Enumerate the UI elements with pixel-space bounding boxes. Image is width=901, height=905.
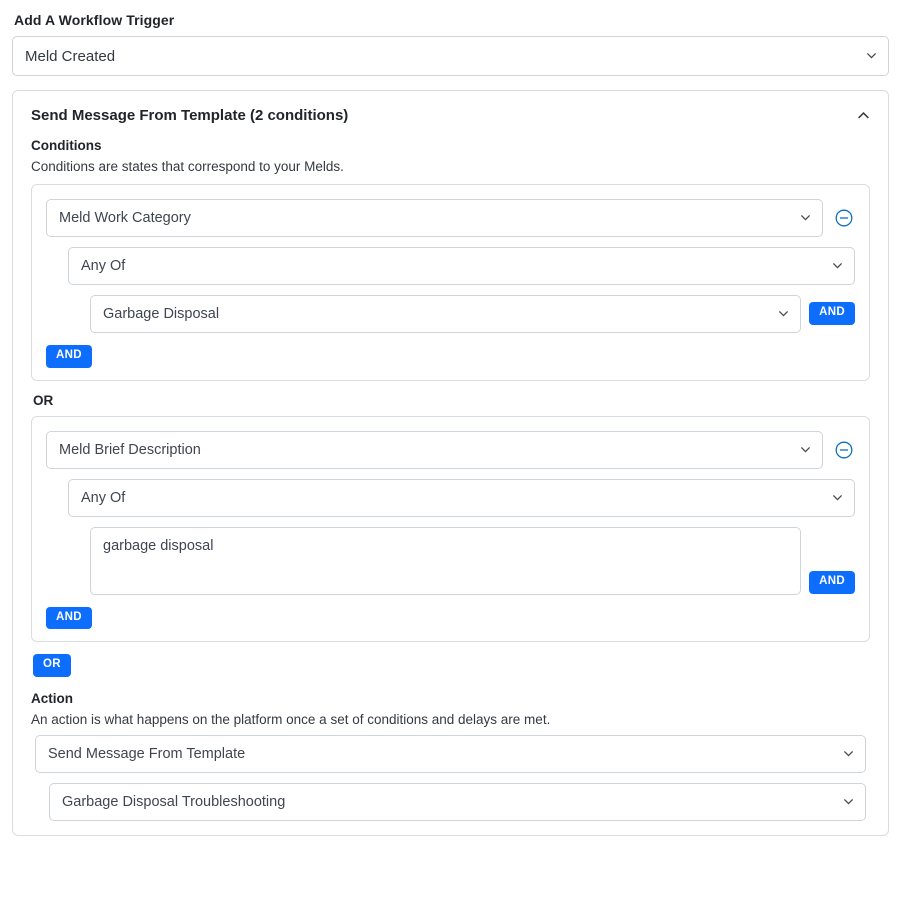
condition-field-select[interactable]	[46, 199, 823, 237]
condition-operator-value: Any Of	[81, 258, 126, 274]
workflow-action-card	[12, 90, 889, 836]
remove-circle-icon[interactable]	[833, 439, 855, 461]
chevron-down-icon	[832, 260, 843, 271]
chevron-down-icon	[866, 50, 877, 61]
condition-value-textarea[interactable]	[90, 527, 801, 595]
workflow-trigger-value: Meld Created	[25, 47, 116, 65]
chevron-down-icon	[800, 444, 811, 455]
add-and-condition-button[interactable]: AND	[46, 345, 92, 368]
chevron-up-icon[interactable]	[857, 109, 870, 122]
workflow-trigger-select[interactable]	[12, 36, 889, 76]
condition-value-text: Garbage Disposal	[103, 306, 220, 322]
condition-and-row	[46, 345, 855, 368]
condition-value-select[interactable]	[90, 295, 801, 333]
condition-group	[31, 416, 870, 643]
chevron-down-icon	[778, 308, 789, 319]
condition-field-select[interactable]	[46, 431, 823, 469]
or-separator-label: OR	[33, 392, 54, 408]
chevron-down-icon	[843, 796, 854, 807]
chevron-down-icon	[832, 492, 843, 503]
action-label: Action	[31, 690, 73, 706]
condition-operator-row	[68, 479, 855, 517]
add-or-condition-button[interactable]: OR	[33, 654, 71, 677]
action-type-value: Send Message From Template	[48, 745, 246, 762]
card-body	[13, 138, 888, 821]
add-and-value-button[interactable]: AND	[809, 302, 855, 325]
or-button-row	[33, 654, 870, 677]
condition-field-row	[46, 431, 855, 469]
conditions-label: Conditions	[31, 138, 102, 153]
action-type-select[interactable]	[35, 735, 866, 773]
condition-operator-select[interactable]	[68, 479, 855, 517]
chevron-down-icon	[843, 748, 854, 759]
action-selects	[31, 735, 870, 821]
condition-operator-row	[68, 247, 855, 285]
condition-field-value: Meld Brief Description	[59, 441, 201, 458]
chevron-down-icon	[800, 212, 811, 223]
card-header-toggle[interactable]	[13, 91, 888, 134]
remove-circle-icon[interactable]	[833, 207, 855, 229]
condition-field-row	[46, 199, 855, 237]
conditions-help-text: Conditions are states that correspond to your Melds.	[31, 159, 344, 174]
page-title: Add A Workflow Trigger	[14, 12, 175, 28]
action-template-value: Garbage Disposal Troubleshooting	[62, 793, 286, 810]
condition-and-row	[46, 607, 855, 630]
add-and-value-button[interactable]: AND	[809, 571, 855, 594]
action-template-select[interactable]	[49, 783, 866, 821]
condition-group	[31, 184, 870, 381]
condition-operator-select[interactable]	[68, 247, 855, 285]
card-title: Send Message From Template (2 conditions)	[31, 107, 349, 124]
action-help-text: An action is what happens on the platform once a set of conditions and delays are met.	[31, 711, 551, 727]
condition-value-row	[90, 295, 855, 333]
condition-value-row	[90, 527, 855, 595]
condition-operator-value: Any Of	[81, 489, 126, 506]
condition-field-value: Meld Work Category	[59, 210, 191, 226]
add-and-condition-button[interactable]: AND	[46, 607, 92, 630]
